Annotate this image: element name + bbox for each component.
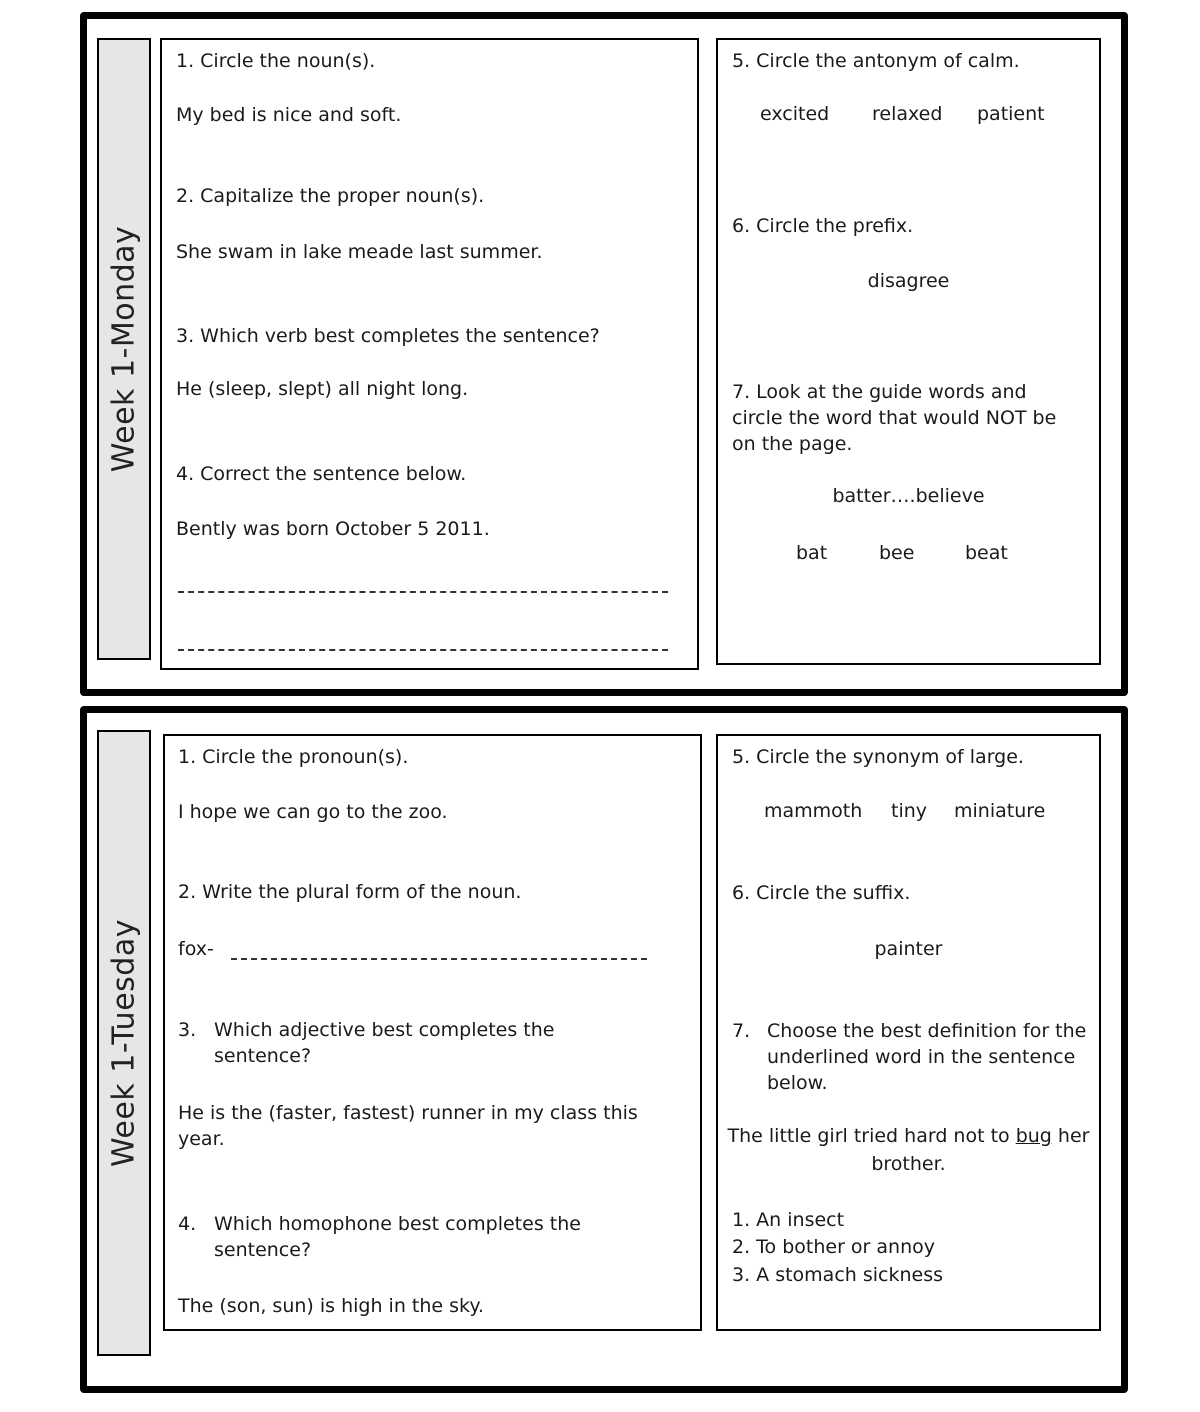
q7-sentence-after: her brother. [871, 1125, 1090, 1175]
q7-choice[interactable]: bee [879, 542, 915, 564]
q3-prompt: 3. Which verb best completes the sentence? [176, 325, 600, 347]
q1-prompt: 1. Circle the pronoun(s). [178, 746, 409, 768]
q7-sentence-before: The little girl tried hard not to [727, 1125, 1010, 1147]
q5-choice[interactable]: mammoth [764, 800, 863, 822]
q3-sentence: He (sleep, slept) all night long. [176, 378, 469, 400]
q5-prompt: 5. Circle the synonym of large. [732, 746, 1024, 768]
q6-prompt: 6. Circle the prefix. [732, 215, 914, 237]
q2-sentence: fox- [178, 938, 214, 960]
q4-sentence: The (son, sun) is high in the sky. [178, 1295, 484, 1317]
q6-word[interactable]: painter [874, 938, 943, 960]
q7-option[interactable]: 3. A stomach sickness [732, 1264, 944, 1286]
answer-line[interactable] [178, 591, 668, 593]
q7-guide-words: batter….believe [832, 485, 985, 507]
q2-prompt: 2. Capitalize the proper noun(s). [176, 185, 485, 207]
q5-prompt: 5. Circle the antonym of calm. [732, 50, 1020, 72]
q2-sentence: She swam in lake meade last summer. [176, 241, 543, 263]
questions-right-panel [716, 38, 1101, 665]
questions-left-panel [163, 734, 702, 1331]
day-tab-label: Week 1-Monday [106, 225, 142, 473]
q7-option[interactable]: 2. To bother or annoy [732, 1236, 935, 1258]
q6-prompt: 6. Circle the suffix. [732, 882, 911, 904]
q5-choice[interactable]: relaxed [872, 103, 943, 125]
week-1-tuesday-card [80, 706, 1128, 1393]
q1-sentence: My bed is nice and soft. [176, 104, 402, 126]
q4-sentence: Bently was born October 5 2011. [176, 518, 490, 540]
q5-choice[interactable]: tiny [891, 800, 928, 822]
day-tab [97, 38, 151, 660]
q7-sentence [724, 1122, 1093, 1178]
week-1-monday-card [80, 12, 1128, 696]
answer-line[interactable] [231, 958, 647, 960]
q6-word[interactable]: disagree [867, 270, 950, 292]
q4-prompt: 4. Correct the sentence below. [176, 463, 467, 485]
q4-prompt: Which homophone best completes the sentence? [214, 1213, 581, 1261]
q7-number: 7. [732, 1020, 751, 1042]
q4-number: 4. [178, 1213, 197, 1235]
answer-line[interactable] [178, 649, 668, 651]
questions-left-panel [160, 38, 699, 670]
q7-prompt: Choose the best definition for the underlined word in the sentence below. [767, 1020, 1087, 1094]
q1-prompt: 1. Circle the noun(s). [176, 50, 376, 72]
q7-choice[interactable]: beat [965, 542, 1008, 564]
questions-right-panel [716, 734, 1101, 1331]
q5-choice[interactable]: excited [760, 103, 830, 125]
q7-choice[interactable]: bat [796, 542, 828, 564]
q1-sentence: I hope we can go to the zoo. [178, 801, 448, 823]
q5-choice[interactable]: patient [977, 103, 1045, 125]
q3-sentence: He is the (faster, fastest) runner in my class this year. [178, 1102, 638, 1150]
day-tab [97, 730, 151, 1356]
q7-prompt: 7. Look at the guide words and circle the word that would NOT be on the page. [732, 381, 1057, 455]
q7-underlined-word: bug [1015, 1125, 1052, 1147]
q2-prompt: 2. Write the plural form of the noun. [178, 881, 522, 903]
q7-option[interactable]: 1. An insect [732, 1209, 845, 1231]
q5-choice[interactable]: miniature [954, 800, 1046, 822]
q3-prompt: Which adjective best completes the sentence? [214, 1019, 555, 1067]
day-tab-label: Week 1-Tuesday [106, 919, 142, 1167]
q3-number: 3. [178, 1019, 197, 1041]
